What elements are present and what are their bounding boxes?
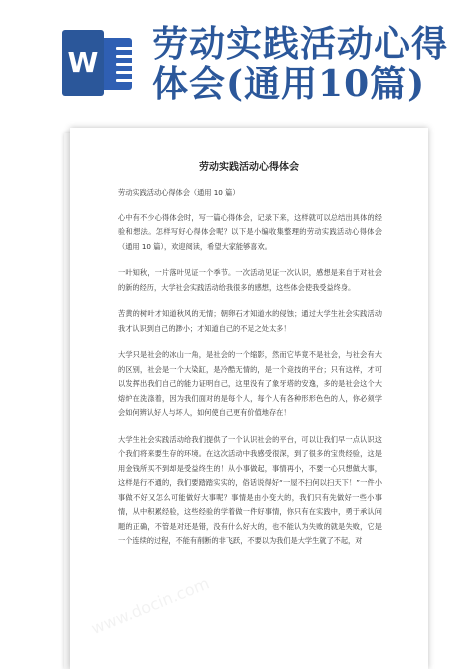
word-icon-line	[116, 71, 146, 74]
page-heading: 劳动实践活动心得体会	[199, 162, 299, 173]
paragraph: 心中有不少心得体会时，写一篇心得体会，记录下来，这样就可以总结出具体的经验和想法。怎样写好心得体会呢？以下是小编收集整理的劳动实践活动心得体会（通用 10 篇），欢迎阅读，希望大家能够喜欢。	[118, 212, 382, 251]
word-icon-line	[116, 55, 146, 58]
word-icon-line	[116, 79, 146, 82]
word-document-icon	[60, 30, 134, 96]
word-icon-line	[116, 63, 146, 66]
page-content	[118, 186, 382, 561]
paragraph-subtitle: 劳动实践活动心得体会（通用 10 篇）	[118, 188, 240, 197]
watermark: www.docin.com	[88, 573, 212, 639]
word-icon-line	[116, 47, 146, 50]
word-icon-letter: W	[62, 30, 104, 96]
paragraph: 大学只是社会的冰山一角，是社会的一个缩影，然而它毕竟不是社会，与社会有大的区别，社会是一个大染缸，是冷酷无情的，是一个竞技的平台；只有这样，才可以发挥出我们自己的能力证明自己，这里没有了象牙塔的安逸，多的是社会这个大熔炉在洗涤着，因为我们面对的是每个人，每个人有各种形形色色的人，你必须学会如何辨认好人与坏人，如何使自己更有价值地存在！	[118, 350, 382, 417]
paragraph: 一叶知秋，一片落叶见证一个季节。一次活动见证一次认识，感想是来自于对社会的新的经历，大学社会实践活动给我很多的感想，这些体会使我受益终身。	[118, 268, 382, 292]
paragraph: 苦黄的树叶才知道秋风的无情；朝卵石才知道水的侵蚀；通过大学生社会实践活动我才认识到自己的渺小；才知道自己的不足之处太多！	[118, 309, 382, 333]
paragraph: 大学生社会实践活动给我们提供了一个认识社会的平台，可以让我们早一点认识这个我们将来要生存的环境。在这次活动中我感受很深，到了很多的宝贵经验，这是用金钱所买不到却是受益终生的！从小事做起，事情再小，不要一心只想做大事，这样是行不通的，我们要踏踏实实的，俗话说得好“一屋不扫何以扫天下！”一件小事做不好又怎么可能做好大事呢？事情是由小变大的，我们只有先做好一些小事情，从中积累经验，这些经验的学着做一件好事情，你只有在实践中，勇于承认问题的正确，不管是对还是错，没有什么好大的，也不能认为失败的就是失败，它是一个连续的过程，不能有削断的非飞跃，不要以为我们是大学生就了不起，对	[118, 434, 382, 545]
document-title: 劳动实践活动心得体会(通用10篇)	[152, 23, 449, 105]
document-page	[70, 128, 428, 669]
banner	[0, 0, 474, 118]
